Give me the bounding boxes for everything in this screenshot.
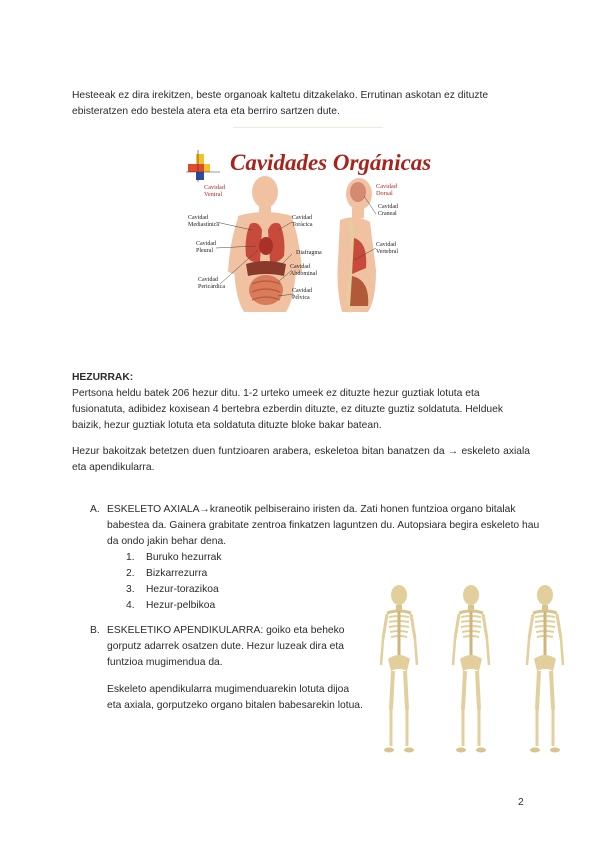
label-diafragma: Diafragma [296, 250, 322, 256]
sub-item-text: Bizkarrezurra [146, 568, 208, 579]
list-marker-b: B. [90, 625, 100, 636]
figure-title: Cavidades Orgánicas [230, 150, 432, 175]
body-cavities-figure [186, 150, 432, 316]
sub-item-number: 2. [126, 568, 135, 579]
label-pelvica: Cavidad Pélvica [292, 288, 312, 301]
intro-paragraph: Hesteeak ez dira irekitzen, beste organoak kaltetu ditzakelako. Errutinan askotan ez dituzte ebisteratzen edo bestela atera eta eta berriro sartzen dute. [72, 90, 489, 117]
decorative-divider [233, 127, 383, 128]
banatzen-paragraph: Hezur bakoitzak betetzen duen funtzioaren arabera, eskeletoa bitan banatzen da → eskeleto axiala eta apendikularra. [72, 446, 530, 473]
sub-item-number: 3. [126, 584, 135, 595]
sub-item-number: 1. [126, 552, 135, 563]
label-pleural: Cavidad Pleural [196, 241, 216, 254]
list-item [126, 582, 219, 598]
label-pericardica: Cavidad Pericárdica [198, 277, 225, 290]
skeleton-back-view [453, 585, 489, 753]
label-abdominal: Cavidad Abdominal [290, 264, 317, 277]
skeleton-front-view [381, 585, 417, 753]
list-item [126, 598, 215, 614]
list-item [126, 566, 207, 582]
sub-item-text: Hezur-torazikoa [146, 584, 219, 595]
label-dorsal: Cavidad Dorsal [376, 183, 397, 197]
section-heading: HEZURRAK: [72, 372, 134, 383]
skeleton-side-view [527, 585, 563, 753]
list-item-a-text: ESKELETO AXIALA→kraneotik pelbiseraino iristen da. Zati honen funtzioa organo bitalak babestea da. Gainera grabitate zentroa finkatzen laguntzen du. Autopsiara begira eskeleto hau da ondo jakin behar dena. [107, 504, 540, 547]
skeleton-illustration [375, 575, 565, 755]
page-number: 2 [518, 797, 524, 808]
label-vertebral: Cavidad Vertebral [376, 242, 398, 255]
list-item-b-text: ESKELETIKO APENDIKULARRA: goiko eta beheko gorputz adarrek osatzen dute. Hezur luzeak dira eta funtzioa mugimendua da. [107, 625, 345, 668]
label-mediastinica: Cavidad Mediastínica [188, 215, 219, 228]
label-toracica: Cavidad Torácica [292, 215, 313, 228]
sub-item-number: 4. [126, 600, 135, 611]
sub-item-text: Buruko hezurrak [146, 552, 222, 563]
label-ventral: Cavidad Ventral [204, 184, 225, 198]
skeleton-figure [375, 575, 565, 755]
list-marker-a: A. [90, 504, 100, 515]
hezurrak-paragraph: Pertsona heldu batek 206 hezur ditu. 1-2 urteko umeek ez dituzte hezur guztiak lotuta eta fusionatuta, adibidez koxisean 4 bertebra ezberdin dituzte, ez dituzte guztiz soldatuta. Helduek baizik, hezur guztiak lotuta eta soldatuta dituzte bloke bakar batean. [72, 388, 504, 431]
list-item [126, 550, 222, 566]
sub-item-text: Hezur-pelbikoa [146, 600, 216, 611]
label-craneal: Cavidad Craneal [378, 204, 398, 217]
list-item-b-text-2: Eskeleto apendikularra mugimenduarekin lotuta dijoa eta axiala, gorputzeko organo bitalen babesarekin lotua. [107, 684, 363, 711]
